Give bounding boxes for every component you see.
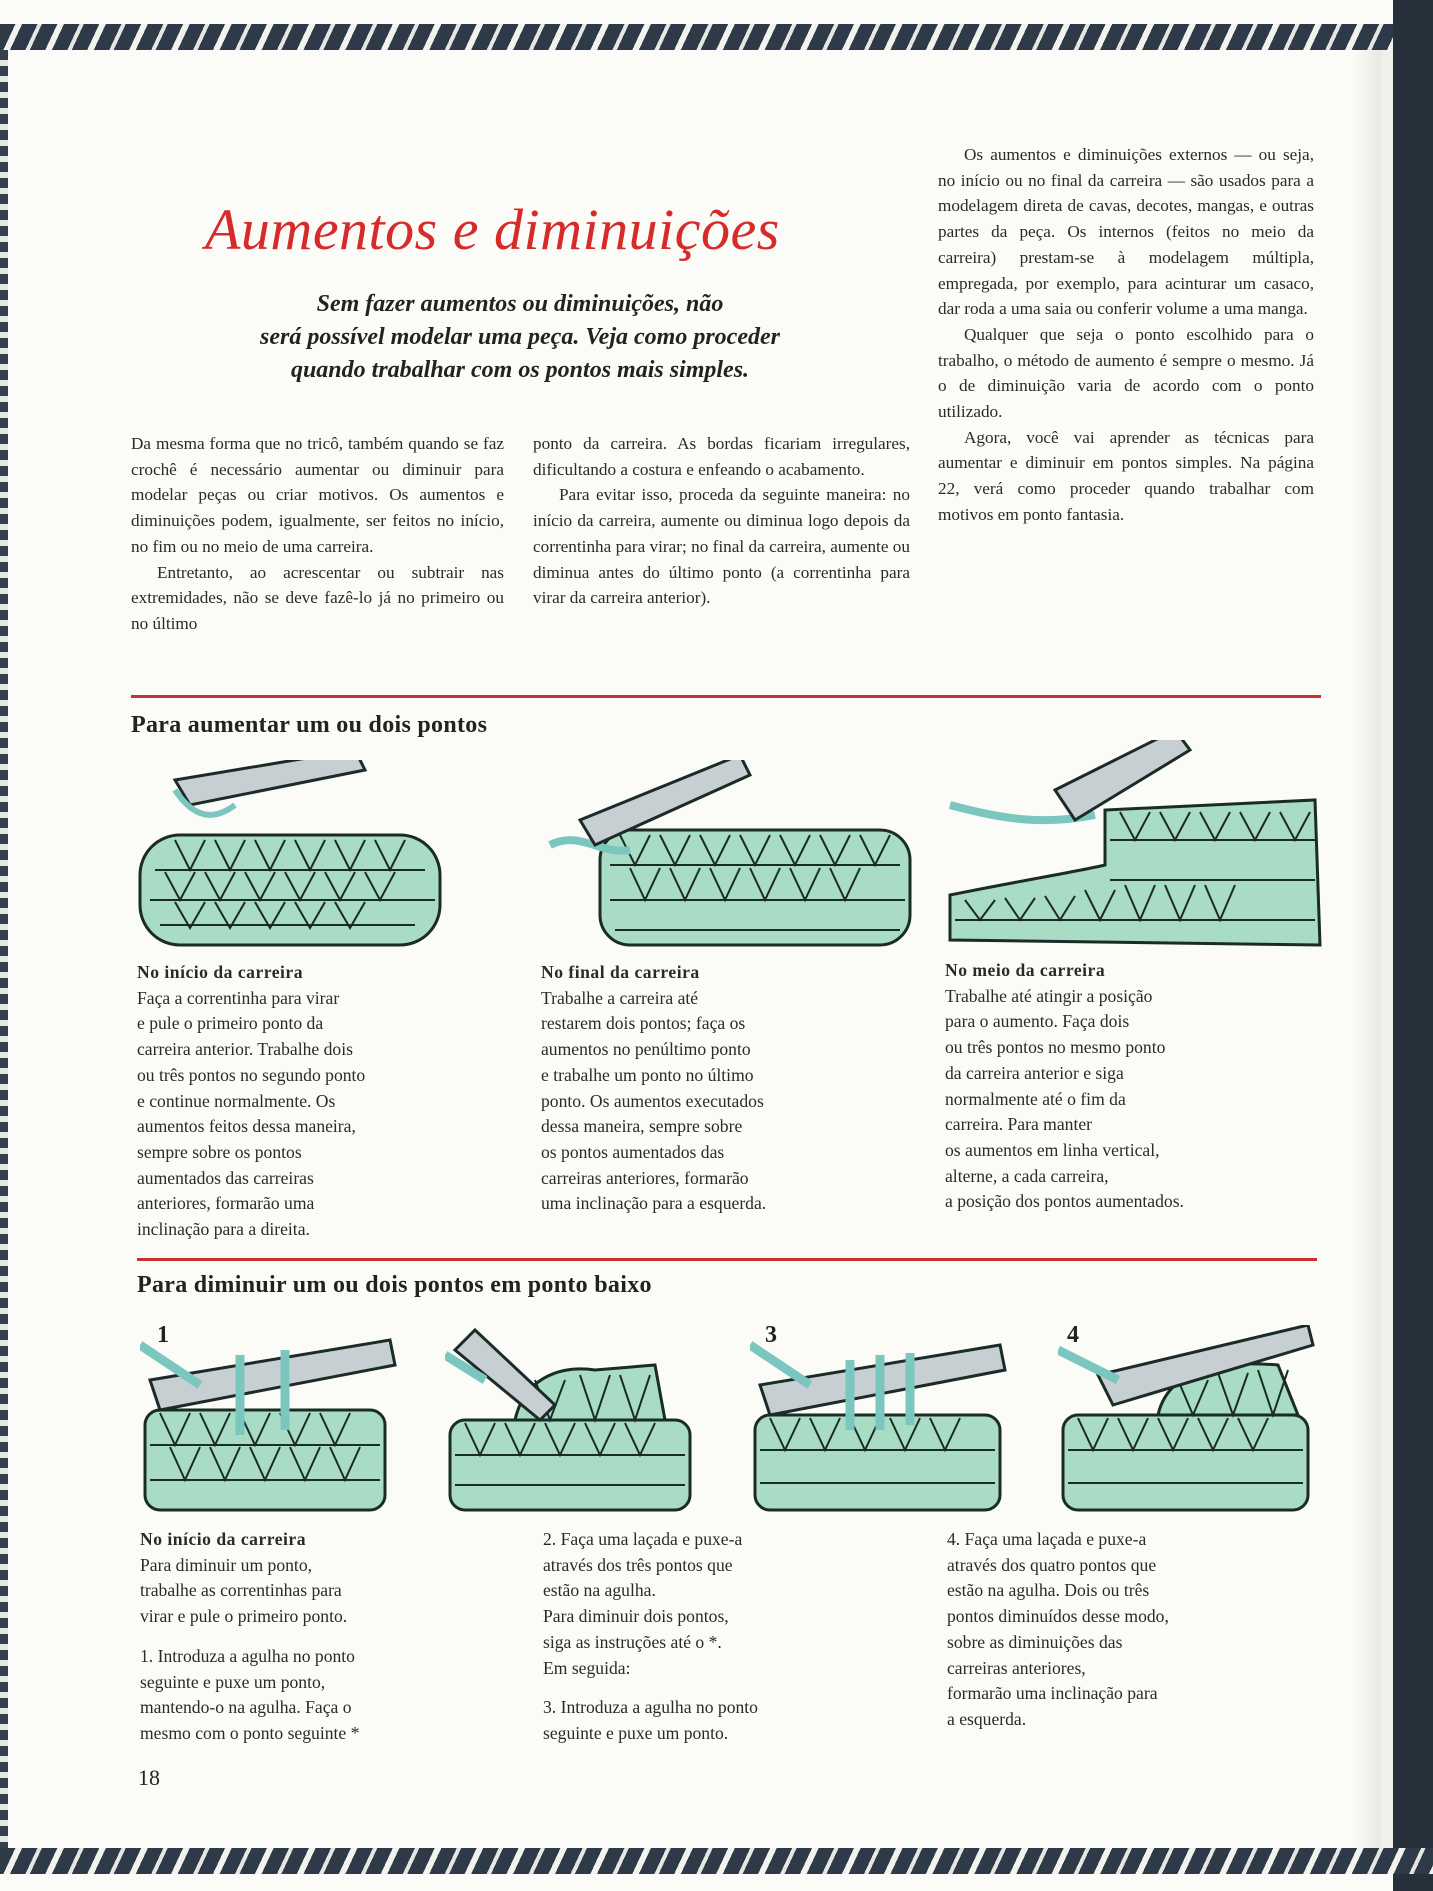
crochet-illustration-increase-start xyxy=(135,760,465,950)
caption-line: Trabalhe a carreira até xyxy=(541,987,699,1008)
caption-line: a esquerda. xyxy=(947,1708,1027,1729)
caption-decrease-start xyxy=(140,1527,359,1747)
paragraph: Para evitar isso, proceda da seguinte maneira: no início da carreira, aumente ou diminua logo depois da correntinha para virar; no final da carreira, aumente ou diminua antes do último ponto (a correntinha para virar da carreira anterior). xyxy=(533,485,910,608)
caption-line: restarem dois pontos; faça os xyxy=(541,1013,746,1034)
caption-line: através dos três pontos que xyxy=(543,1554,733,1575)
caption-line: da carreira anterior e siga xyxy=(945,1062,1124,1083)
caption-line: 1. Introduza a agulha no ponto xyxy=(140,1645,355,1666)
caption-line: e trabalhe um ponto no último xyxy=(541,1064,754,1085)
caption-line: e pule o primeiro ponto da xyxy=(137,1013,324,1034)
paragraph: Da mesma forma que no tricô, também quando se faz crochê é necessário aumentar ou diminuir para modelar peças ou criar motivos. Os aumentos e diminuições podem, igualmente, ser feitos no início, no fim ou no meio de uma carreira. xyxy=(131,434,504,556)
left-decorative-border xyxy=(0,50,8,1848)
caption-line: os aumentos em linha vertical, xyxy=(945,1139,1160,1160)
caption-line: ponto. Os aumentos executados xyxy=(541,1090,764,1111)
caption-line: trabalhe as correntinhas para xyxy=(140,1580,342,1601)
caption-title: No início da carreira xyxy=(140,1529,307,1549)
caption-line: para o aumento. Faça dois xyxy=(945,1011,1130,1032)
lead-line: quando trabalhar com os pontos mais simples. xyxy=(290,357,750,383)
caption-line: Em seguida: xyxy=(543,1657,631,1678)
body-column-1 xyxy=(131,431,504,637)
crochet-illustration-increase-end xyxy=(540,760,920,950)
caption-line: carreiras anteriores, xyxy=(947,1657,1086,1678)
caption-line: normalmente até o fim da xyxy=(945,1088,1126,1109)
caption-increase-start xyxy=(137,960,365,1243)
paragraph: Agora, você vai aprender as técnicas para aumentar e diminuir em pontos simples. Na página 22, verá como proceder quando trabalhar com motivos em ponto fantasia. xyxy=(938,427,1314,524)
body-column-3 xyxy=(938,142,1314,528)
caption-line: carreiras anteriores, formarão xyxy=(541,1167,749,1188)
caption-increase-end xyxy=(541,960,766,1217)
book-cover-edge xyxy=(1393,0,1433,1891)
caption-line: sempre sobre os pontos xyxy=(137,1141,302,1162)
crochet-illustration-decrease-step-1 xyxy=(140,1325,400,1515)
page-number: 18 xyxy=(138,1765,160,1790)
caption-line: alterne, a cada carreira, xyxy=(945,1165,1109,1186)
caption-line: aumentos feitos dessa maneira, xyxy=(137,1116,356,1137)
caption-line: pontos diminuídos desse modo, xyxy=(947,1606,1169,1627)
caption-line: carreira anterior. Trabalhe dois xyxy=(137,1039,353,1060)
paragraph: Os aumentos e diminuições externos — ou seja, no início ou no final da carreira — são usados para a modelagem direta de cavas, decotes, mangas, e outras partes da peça. Os internos (feitos no meio da carreira) prestam-se à modelagem múltipla, empregada, por exemplo, para acinturar um casaco, dar roda a uma saia ou conferir volume a uma manga. xyxy=(938,145,1314,319)
caption-line: estão na agulha. Dois ou três xyxy=(947,1580,1150,1601)
caption-line: ou três pontos no mesmo ponto xyxy=(945,1037,1166,1058)
step-number: 1 xyxy=(157,1322,169,1348)
caption-line: anteriores, formarão uma xyxy=(137,1193,315,1214)
caption-line: e continue normalmente. Os xyxy=(137,1090,336,1111)
caption-line: mantendo-o na agulha. Faça o xyxy=(140,1697,352,1718)
caption-line: 3. Introduza a agulha no ponto xyxy=(543,1697,758,1718)
caption-line: aumentados das carreiras xyxy=(137,1167,314,1188)
section-divider xyxy=(131,695,1321,698)
lead-line: será possível modelar uma peça. Veja como proceder xyxy=(260,324,780,350)
caption-line: os pontos aumentados das xyxy=(541,1141,725,1162)
caption-line: Trabalhe até atingir a posição xyxy=(945,985,1153,1006)
section-heading-increase: Para aumentar um ou dois pontos xyxy=(131,712,488,738)
caption-title: No meio da carreira xyxy=(945,960,1106,980)
caption-line: dessa maneira, sempre sobre xyxy=(541,1116,743,1137)
caption-decrease-step-4 xyxy=(947,1527,1169,1733)
bottom-decorative-border xyxy=(0,1848,1433,1874)
caption-line: carreira. Para manter xyxy=(945,1114,1093,1135)
crochet-illustration-increase-middle xyxy=(945,740,1325,950)
lead-paragraph xyxy=(160,288,880,387)
caption-line: Faça a correntinha para virar xyxy=(137,987,340,1008)
caption-line: através dos quatro pontos que xyxy=(947,1554,1157,1575)
step-number: 3 xyxy=(765,1322,777,1348)
page-title: Aumentos e diminuições xyxy=(205,197,780,262)
caption-line: aumentos no penúltimo ponto xyxy=(541,1039,751,1060)
caption-line: inclinação para a direita. xyxy=(137,1219,310,1240)
caption-line: estão na agulha. xyxy=(543,1580,656,1601)
caption-line: sobre as diminuições das xyxy=(947,1631,1123,1652)
caption-line: mesmo com o ponto seguinte * xyxy=(140,1722,360,1743)
paragraph: Entretanto, ao acrescentar ou subtrair nas extremidades, não se deve fazê-lo já no primeiro ou no último xyxy=(131,562,504,633)
crochet-illustration-decrease-step-2 xyxy=(445,1325,705,1515)
caption-line: Para diminuir dois pontos, xyxy=(543,1606,729,1627)
step-number: 4 xyxy=(1067,1322,1079,1348)
caption-line: 2. Faça uma laçada e puxe-a xyxy=(543,1529,743,1549)
caption-line: formarão uma inclinação para xyxy=(947,1683,1158,1704)
caption-line: Para diminuir um ponto, xyxy=(140,1554,313,1575)
caption-line: seguinte e puxe um ponto. xyxy=(543,1722,729,1743)
caption-title: No final da carreira xyxy=(541,962,700,982)
caption-line: siga as instruções até o *. xyxy=(543,1631,722,1652)
caption-decrease-steps-2-3 xyxy=(543,1527,758,1747)
caption-line: uma inclinação para a esquerda. xyxy=(541,1193,767,1214)
caption-line: 4. Faça uma laçada e puxe-a xyxy=(947,1529,1147,1549)
paragraph: Qualquer que seja o ponto escolhido para o trabalho, o método de aumento é sempre o mesmo. Já o de diminuição varia de acordo com o ponto utilizado. xyxy=(938,324,1314,422)
caption-line: seguinte e puxe um ponto, xyxy=(140,1671,326,1692)
caption-line: ou três pontos no segundo ponto xyxy=(137,1064,366,1085)
caption-title: No início da carreira xyxy=(137,962,304,982)
lead-line: Sem fazer aumentos ou diminuições, não xyxy=(316,291,724,317)
caption-line: a posição dos pontos aumentados. xyxy=(945,1191,1184,1212)
section-heading-decrease: Para diminuir um ou dois pontos em ponto baixo xyxy=(137,1272,652,1298)
caption-increase-middle xyxy=(945,958,1184,1215)
page-edge xyxy=(1381,50,1393,1848)
body-column-2 xyxy=(533,431,910,611)
top-decorative-border xyxy=(0,24,1433,50)
paragraph: ponto da carreira. As bordas ficariam irregulares, dificultando a costura e enfeando o acabamento. xyxy=(533,434,910,479)
crochet-illustration-decrease-step-4 xyxy=(1058,1325,1323,1515)
caption-line: virar e pule o primeiro ponto. xyxy=(140,1606,348,1627)
crochet-illustration-decrease-step-3 xyxy=(750,1325,1015,1515)
section-divider xyxy=(137,1258,1317,1261)
